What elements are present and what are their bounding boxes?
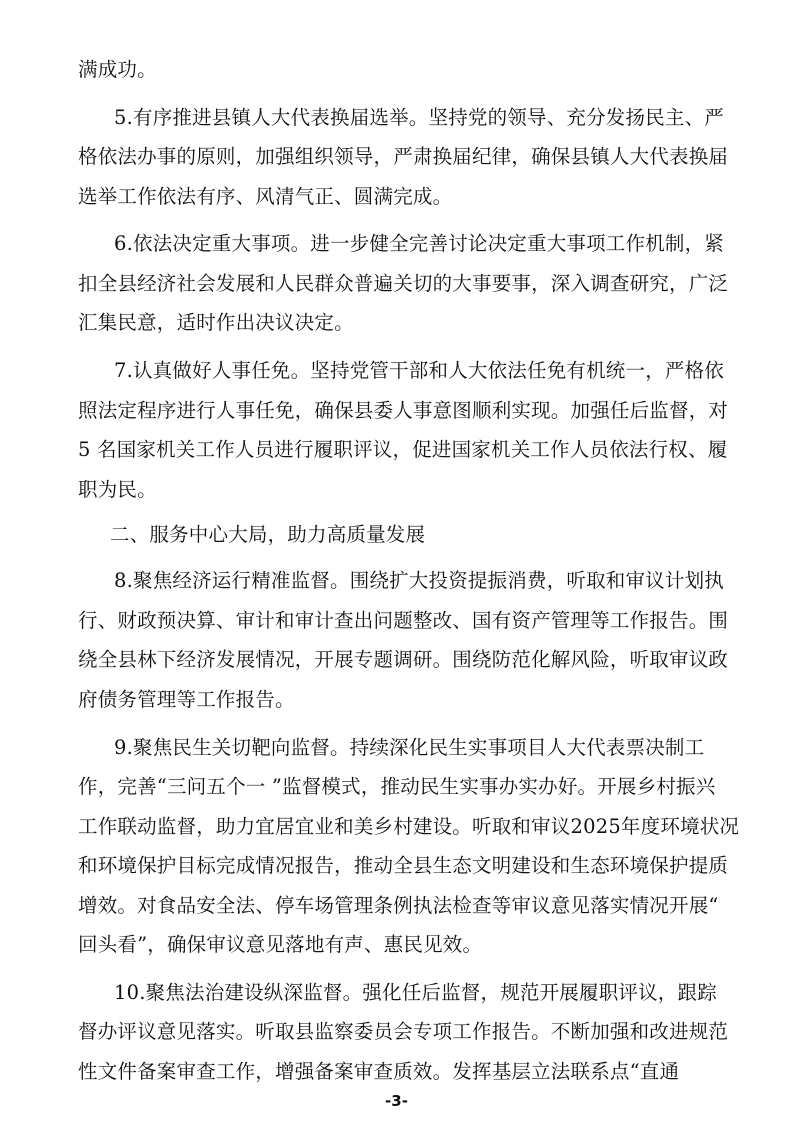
paragraph-item-9-line: 9.聚焦民生关切靶向监督。持续深化民生实事项目人大代表票决制工 [114,736,705,759]
text-line: 绕全县林下经济发展情况，开展专题调研。围绕防范化解风险，听取审议政 [78,648,729,671]
text-line: 回头看”，确保审议意见落地有声、惠民见效。 [78,933,483,956]
text-line: 扣全县经济社会发展和人民群众普遍关切的大事要事，深入调查研究，广泛 [78,272,729,295]
text-line: 增效。对食品安全法、停车场管理条例执法检查等审议意见落实情况开展“ [78,894,719,917]
text-line: 性文件备案审查工作，增强备案审查质效。发挥基层立法联系点“直通 [78,1060,680,1083]
text-line: 和环境保护目标完成情况报告，推动全县生态文明建设和生态环境保护提质 [78,854,729,877]
text-line: 汇集民意，适时作出决议决定。 [78,311,354,334]
text-line: 照法定程序进行人事任免，确保县委人事意图顺利实现。加强任后监督，对 [78,399,729,422]
text-line: 行、财政预决算、审计和审计查出问题整改、国有资产管理等工作报告。围 [78,609,729,632]
text-line: 府债务管理等工作报告。 [78,688,295,711]
page-number: -3- [385,1092,408,1110]
paragraph-item-8-line: 8.聚焦经济运行精准监督。围绕扩大投资提振消费，听取和审议计划执 [114,569,725,592]
paragraph-item-6-line: 6.依法决定重大事项。进一步健全完善讨论决定重大事项工作机制，紧 [114,232,725,255]
text-line: 5 名国家机关工作人员进行履职评议，促进国家机关工作人员依法行权、履 [78,438,728,461]
paragraph-item-7-line: 7.认真做好人事任免。坚持党管干部和人大依法任免有机统一，严格依 [114,359,725,382]
text-line: 督办评议意见落实。听取县监察委员会专项工作报告。不断加强和改进规范 [78,1020,729,1043]
paragraph-item-5-line: 5.有序推进县镇人大代表换届选举。坚持党的领导、充分发扬民主、严 [114,106,725,129]
text-line: 职为民。 [78,478,157,501]
text-line: 工作联动监督，助力宜居宜业和美乡村建设。听取和审议2025年度环境状况 [78,815,740,838]
text-line: 作，完善“三问五个一 ”监督模式，推动民生实事办实办好。开展乡村振兴 [78,775,716,798]
text-line: 格依法办事的原则，加强组织领导，严肃换届纪律，确保县镇人大代表换届 [78,145,729,168]
section-heading: 二、服务中心大局，助力高质量发展 [110,523,426,546]
text-line: 满成功。 [78,58,157,81]
text-line: 选举工作依法有序、风清气正、圆满完成。 [78,185,453,208]
paragraph-item-10-line: 10.聚焦法治建设纵深监督。强化任后监督，规范开展履职评议，跟踪 [114,981,717,1004]
